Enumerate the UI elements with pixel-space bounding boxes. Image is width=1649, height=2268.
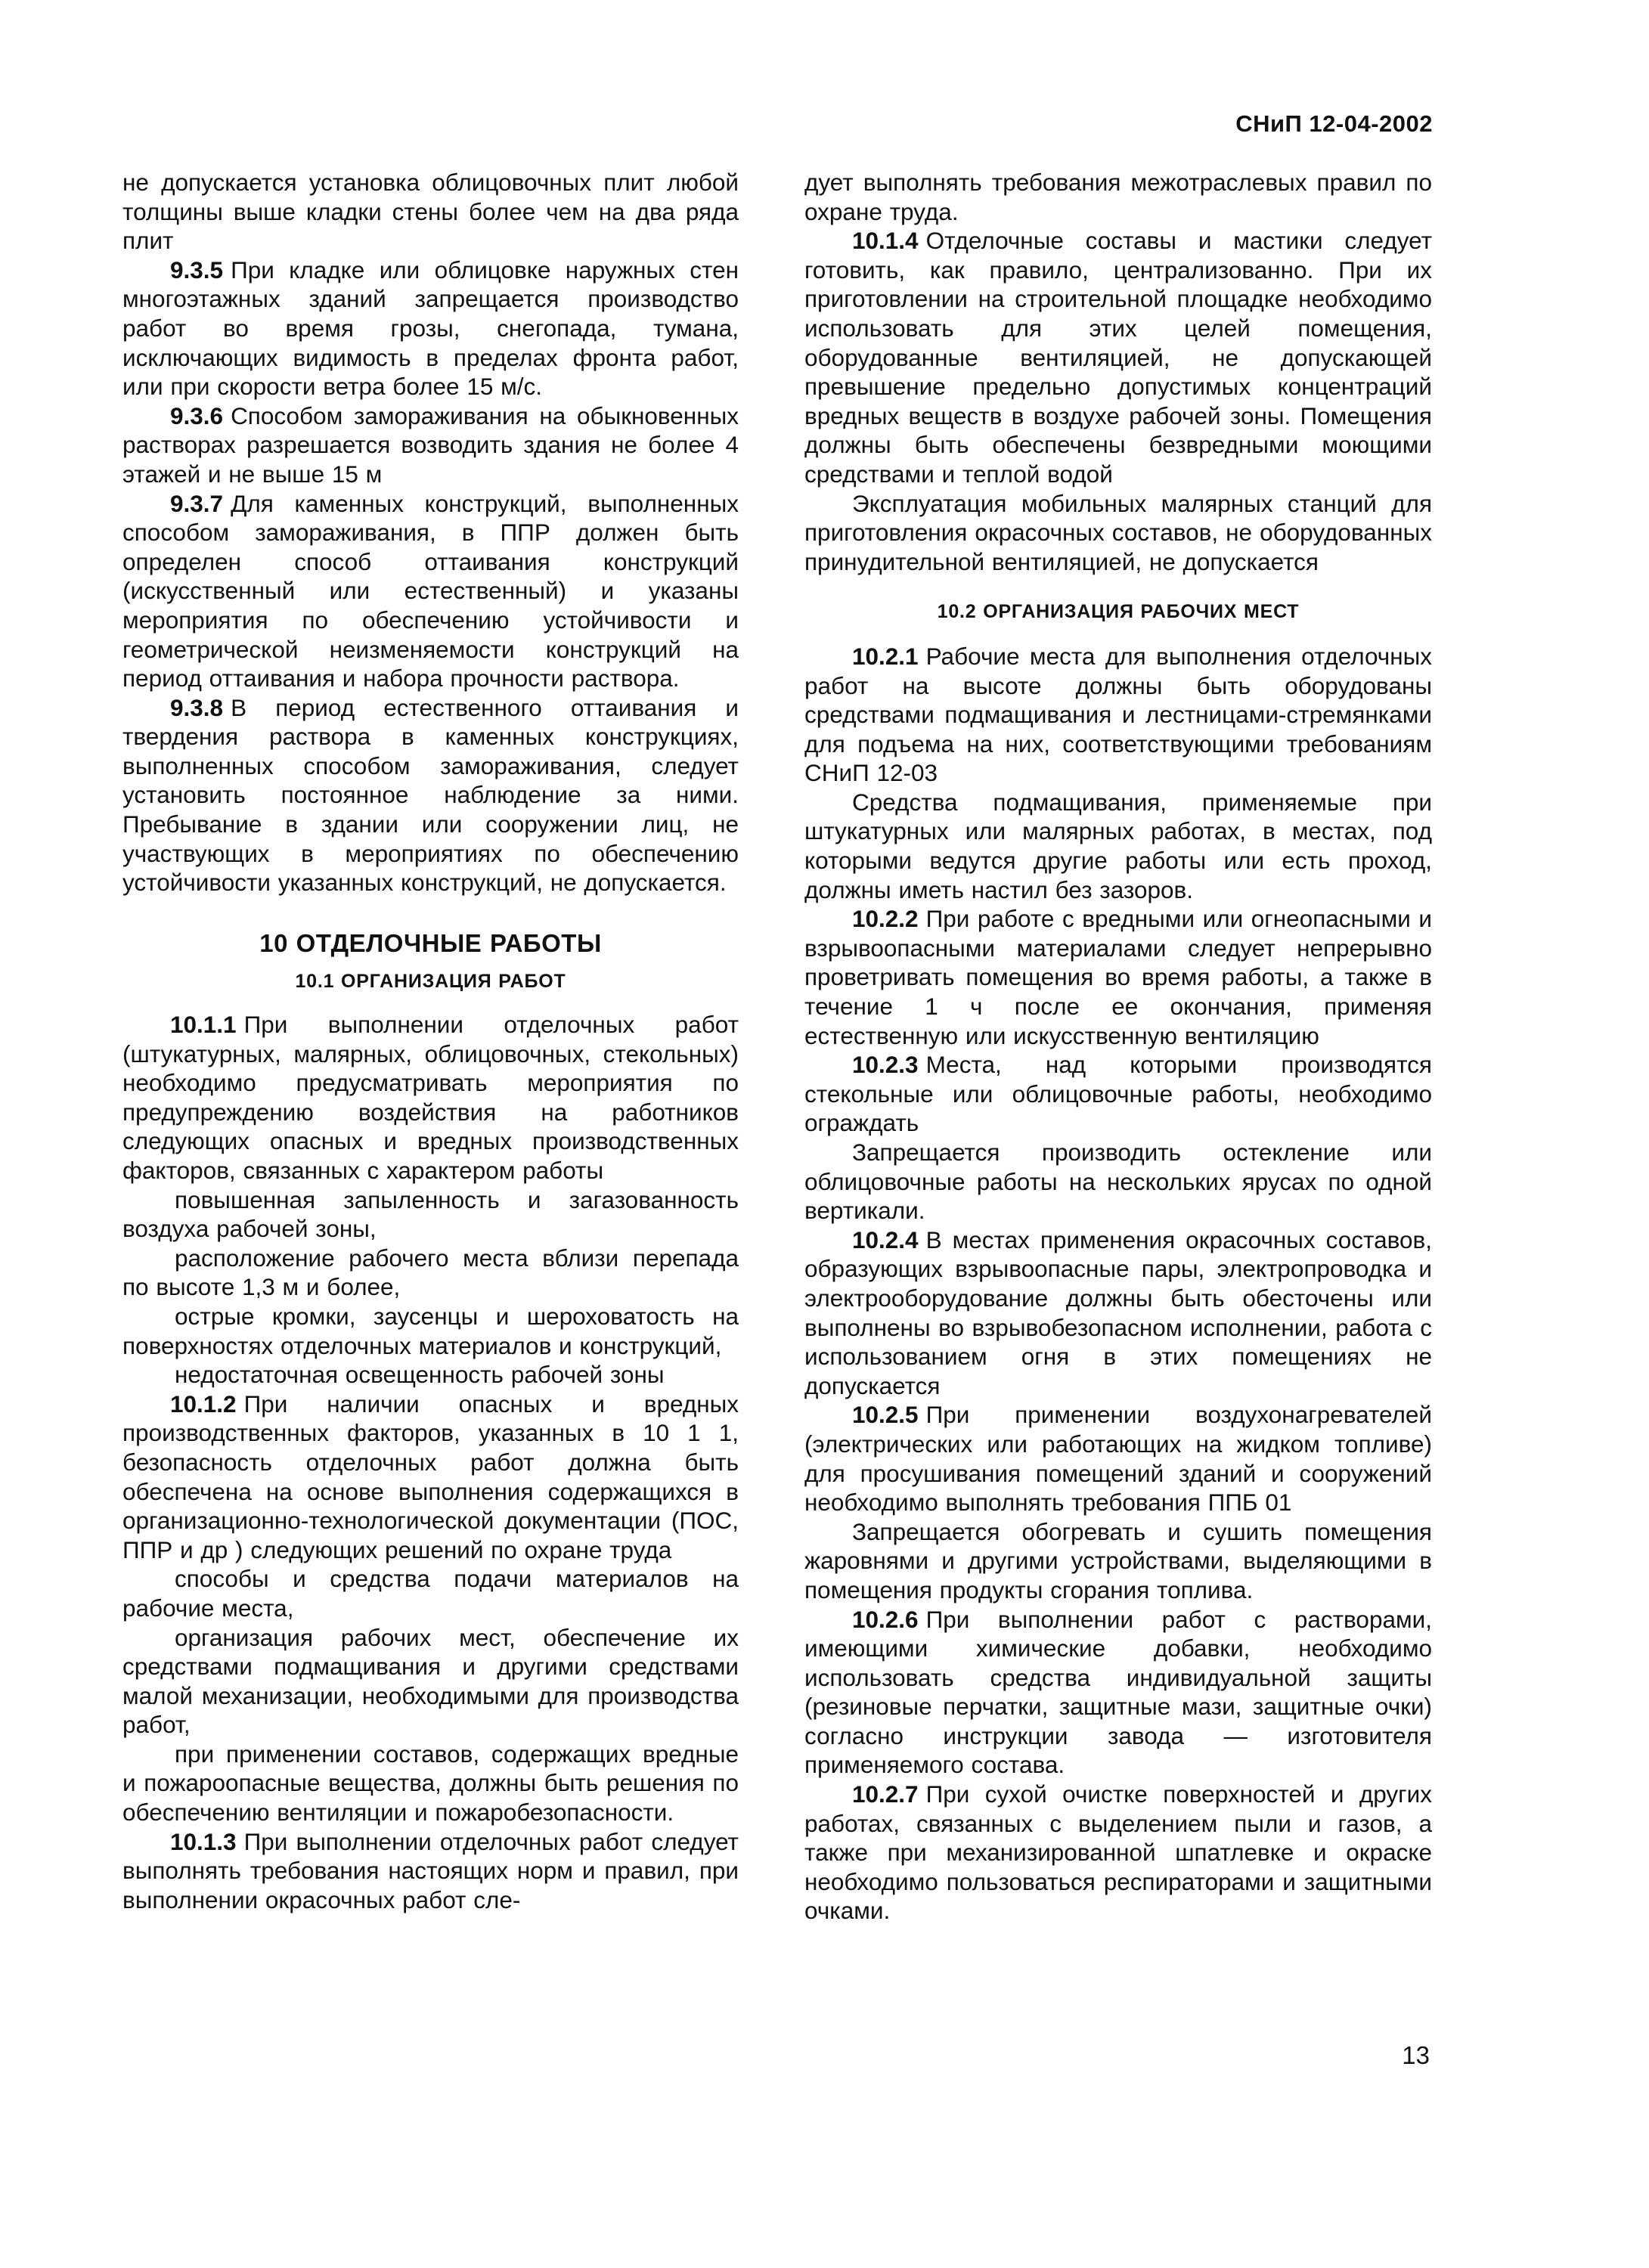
clause-number: 10.2.6 bbox=[852, 1605, 919, 1633]
page-number: 13 bbox=[1402, 2041, 1430, 2069]
clause-10-1-3 bbox=[122, 1827, 739, 1915]
clause-text: Для каменных конструкций, выполненных способом замораживания, в ППР должен быть определен способ оттаивания конструкций (искусственный или естественный) и указаны мероприятия по обеспечению устойчивости и геометрической неизменяемости конструкций на период оттаивания и набора прочности раствора. bbox=[122, 489, 739, 692]
clause-number: 10.1.3 bbox=[170, 1827, 237, 1855]
clause-number: 10.1.2 bbox=[170, 1390, 237, 1418]
clause-10-1-4 bbox=[804, 226, 1432, 488]
clause-text: В период естественного оттаивания и твердения раствора в каменных конструкциях, выполненных способом замораживания, следует установить постоянное наблюдение за ними. Пребывание в здании или сооружении лиц, не участвующих в мероприятиях по обеспечению устойчивости указанных конструкций, не допускается. bbox=[122, 693, 739, 897]
clause-text: При сухой очистке поверхностей и других работах, связанных с выделением пыли и газов, а также при механизированной шпатлевке и окраске необходимо пользоваться респираторами и защитными очками. bbox=[804, 1780, 1432, 1925]
clause-10-2-1 bbox=[804, 642, 1432, 788]
clause-number: 10.2.2 bbox=[852, 905, 919, 933]
clause-text: Рабочие места для выполнения отделочных работ на высоте должны быть оборудованы средствами подмащивания и лестницами-стремянками для подъема на них, соответствующими требованиям СНиП 12-03 bbox=[804, 642, 1432, 787]
clause-10-2-4 bbox=[804, 1225, 1432, 1401]
clause-10-2-7 bbox=[804, 1780, 1432, 1926]
clause-10-2-2 bbox=[804, 904, 1432, 1050]
list-item: расположение рабочего места вблизи перепада по высоте 1,3 м и более, bbox=[122, 1244, 739, 1301]
clause-text: При кладке или облицовке наружных стен многоэтажных зданий запрещается производство работ во время грозы, снегопада, тумана, исключающих видимость в пределах фронта работ, или при скорости ветра более 15 м/с. bbox=[122, 256, 739, 401]
clause-number: 10.2.1 bbox=[852, 642, 919, 670]
paragraph: Запрещается обогревать и сушить помещения жаровнями и другими устройствами, выделяющими в помещения продукты сгорания топлива. bbox=[804, 1517, 1432, 1603]
clause-10-2-5 bbox=[804, 1400, 1432, 1517]
document-code: СНиП 12-04-2002 bbox=[1235, 110, 1433, 137]
clause-text: Места, над которыми производятся стекольные или облицовочные работы, необходимо ограждать bbox=[804, 1051, 1432, 1137]
list-item: острые кромки, заусенцы и шероховатость на поверхностях отделочных материалов и конструкций, bbox=[122, 1302, 739, 1359]
clause-text: При выполнении отделочных работ следует выполнять требования настоящих норм и правил, при выполнении окрасочных работ сле- bbox=[122, 1827, 739, 1913]
clause-number: 9.3.8 bbox=[170, 693, 224, 721]
clause-9-3-5 bbox=[122, 256, 739, 401]
paragraph: Эксплуатация мобильных малярных станций для приготовления окрасочных составов, не оборудованных принудительной вентиляцией, не допускается bbox=[804, 489, 1432, 575]
clause-10-2-3 bbox=[804, 1050, 1432, 1138]
clause-number: 9.3.5 bbox=[170, 256, 224, 284]
clause-10-1-2 bbox=[122, 1390, 739, 1565]
list-item: повышенная запыленность и загазованность воздуха рабочей зоны, bbox=[122, 1185, 739, 1243]
clause-text: Способом замораживания на обыкновенных растворах разрешается возводить здания не более 4 этажей и не выше 15 м bbox=[122, 401, 739, 488]
clause-number: 10.2.5 bbox=[852, 1401, 919, 1429]
subsection-title: 10.2 ОРГАНИЗАЦИЯ РАБОЧИХ МЕСТ bbox=[937, 601, 1300, 623]
paragraph-continuation: дует выполнять требования межотраслевых правил по охране труда. bbox=[804, 169, 1432, 225]
paragraph: Запрещается производить остекление или облицовочные работы на нескольких ярусах по одной вертикали. bbox=[804, 1139, 1432, 1225]
clause-text: При наличии опасных и вредных производственных факторов, указанных в 10 1 1, безопасность отделочных работ должна быть обеспечена на основе выполнения содержащихся в организационно-технологической документации (ПОС, ППР и др ) следующих решений по охране труда bbox=[122, 1390, 739, 1563]
clause-10-2-6 bbox=[804, 1605, 1432, 1780]
subsection-title: 10.1 ОРГАНИЗАЦИЯ РАБОТ bbox=[295, 971, 566, 993]
clause-number: 10.1.1 bbox=[170, 1011, 237, 1039]
clause-text: При работе с вредными или огнеопасными и взрывоопасными материалами следует непрерывно проветривать помещения во время работы, а также в течение 1 ч после ее окончания, применяя естественную или искусственную вентиляцию bbox=[804, 905, 1432, 1049]
left-column bbox=[122, 168, 739, 1914]
right-column bbox=[804, 168, 1432, 1926]
clause-10-1-1 bbox=[122, 1010, 739, 1185]
paragraph: Средства подмащивания, применяемые при штукатурных или малярных работах, в местах, под которыми ведутся другие работы или есть проход, должны иметь настил без зазоров. bbox=[804, 788, 1432, 903]
list-item: способы и средства подачи материалов на рабочие места, bbox=[122, 1565, 739, 1622]
clause-number: 10.2.3 bbox=[852, 1051, 919, 1079]
clause-text: При выполнении отделочных работ (штукатурных, малярных, облицовочных, стекольных) необходимо предусматривать мероприятия по предупреждению воздействия на работников следующих опасных и вредных производственных факторов, связанных с характером работы bbox=[122, 1011, 739, 1184]
clause-text: При выполнении работ с растворами, имеющими химические добавки, необходимо использовать средства индивидуальной защиты (резиновые перчатки, защитные мази, защитные очки) согласно инструкции завода — изготовителя применяемого состава. bbox=[804, 1605, 1432, 1779]
list-item: организация рабочих мест, обеспечение их средствами подмащивания и другими средствами малой механизации, необходимыми для производства работ, bbox=[122, 1623, 739, 1739]
clause-9-3-7 bbox=[122, 489, 739, 693]
paragraph-continuation: не допускается установка облицовочных плит любой толщины выше кладки стены более чем на два ряда плит bbox=[122, 169, 739, 255]
clause-number: 9.3.7 bbox=[170, 489, 224, 517]
clause-number: 9.3.6 bbox=[170, 401, 224, 429]
clause-text: В местах применения окрасочных составов, образующих взрывоопасные пары, электропроводка и электрооборудование должны быть обесточены или выполнены во взрывобезопасном исполнении, работа с использованием огня в этих помещениях не допускается bbox=[804, 1225, 1432, 1399]
clause-number: 10.2.7 bbox=[852, 1780, 919, 1808]
clause-text: При применении воздухонагревателей (электрических или работающих на жидком топливе) для просушивания помещений зданий и сооружений необходимо выполнять требования ППБ 01 bbox=[804, 1401, 1432, 1517]
clause-text: Отделочные составы и мастики следует готовить, как правило, централизованно. При их приготовлении на строительной площадке необходимо использовать для этих целей помещения, оборудованные вентиляцией, не допускающей превышение предельно допустимых концентраций вредных веществ в воздухе рабочей зоны. Помещения должны быть обеспечены безвредными моющими средствами и теплой водой bbox=[804, 227, 1432, 488]
clause-number: 10.2.4 bbox=[852, 1225, 919, 1253]
section-title: 10 ОТДЕЛОЧНЫЕ РАБОТЫ bbox=[259, 928, 602, 957]
list-item: недостаточная освещенность рабочей зоны bbox=[175, 1361, 665, 1389]
list-item: при применении составов, содержащих вредные и пожароопасные вещества, должны быть решения по обеспечению вентиляции и пожаробезопасности. bbox=[122, 1740, 739, 1826]
clause-9-3-8 bbox=[122, 693, 739, 897]
clause-9-3-6 bbox=[122, 401, 739, 489]
clause-number: 10.1.4 bbox=[852, 227, 919, 255]
